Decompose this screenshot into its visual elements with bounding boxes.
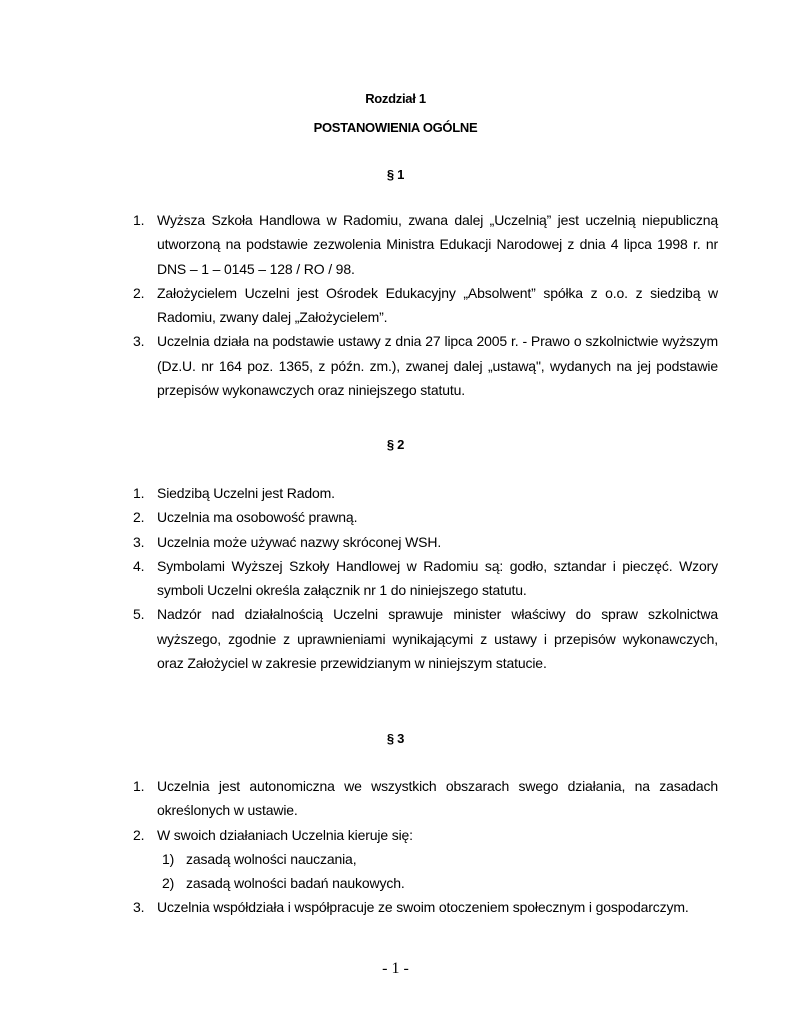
item-number: 4. (133, 557, 145, 574)
item-number: 2. (133, 284, 145, 301)
item-number: 3. (133, 533, 145, 550)
item-text: Wyższa Szkoła Handlowa w Radomiu, zwana dalej „Uczelnią” jest uczelnią niepubliczną utworzoną na podstawie zezwolenia Ministra Edukacji Narodowej z dnia 4 lipca 1998 r. nr DNS – 1 – 0145 – 128 / RO / 98. (157, 212, 718, 277)
list-item (133, 481, 718, 505)
item-text: Uczelnia współdziała i współpracuje ze swoim otoczeniem społecznym i gospodarczym. (157, 899, 689, 916)
list-item (133, 505, 718, 529)
list-item (133, 774, 718, 823)
item-text: Założycielem Uczelni jest Ośrodek Edukacyjny „Absolwent” spółka z o.o. z siedzibą w Radomiu, zwany dalej „Założycielem”. (157, 284, 718, 326)
item-text: Siedzibą Uczelni jest Radom. (157, 485, 335, 501)
item-text: Uczelnia działa na podstawie ustawy z dnia 27 lipca 2005 r. - Prawo o szkolnictwie wyższym (Dz.U. nr 164 poz. 1365, z późn. zm.), zwanej dalej „ustawą", wydanych na jej podstawie przepisów wykonawczych oraz niniejszego statutu. (157, 333, 718, 399)
sub-list-item (157, 847, 718, 871)
item-number: 1. (133, 212, 145, 228)
item-number: 2. (133, 509, 145, 526)
sub-item-number: 2) (162, 875, 175, 892)
list-item (133, 329, 718, 402)
item-number: 1. (133, 485, 145, 501)
item-number: 5. (133, 606, 145, 623)
section-heading-3: § 3 (386, 731, 405, 746)
list-item (133, 895, 718, 919)
sub-list-item (157, 871, 718, 895)
section-heading-2: § 2 (386, 437, 405, 452)
item-text: Uczelnia jest autonomiczna we wszystkich obszarach swego działania, na zasadach określonych w ustawie. (157, 778, 718, 819)
item-text: W swoich działaniach Uczelnia kieruje się: (157, 826, 413, 843)
page-number: - 1 - (382, 960, 409, 977)
item-text: Nadzór nad działalnością Uczelni sprawuje minister właściwy do spraw szkolnictwa wyższego, zgodnie z uprawnieniami wynikającymi z ustawy i przepisów wykonawczych, oraz Założyciel w zakresie przewidzianym w niniejszym statucie. (157, 606, 718, 672)
section-heading-1: § 1 (386, 167, 405, 182)
list-item (133, 281, 718, 330)
item-text: Symbolami Wyższej Szkoły Handlowej w Radomiu są: godło, sztandar i pieczęć. Wzory symboli Uczelni określa załącznik nr 1 do niniejszego statutu. (157, 557, 718, 599)
item-text: Uczelnia ma osobowość prawną. (157, 509, 358, 526)
list-item (133, 602, 718, 675)
item-number: 3. (133, 899, 145, 916)
list-item (133, 208, 718, 281)
list-item (133, 530, 718, 554)
item-number: 2. (133, 826, 145, 843)
sub-item-text: zasadą wolności badań naukowych. (186, 875, 405, 892)
section-2-list (133, 481, 718, 675)
sub-item-number: 1) (162, 850, 175, 867)
section-3-list (133, 774, 718, 920)
list-item (133, 554, 718, 603)
sub-item-text: zasadą wolności nauczania, (186, 850, 357, 867)
item-number: 1. (133, 778, 145, 794)
chapter-label: Rozdział 1 (365, 91, 426, 106)
item-number: 3. (133, 333, 145, 350)
section-1-list (133, 208, 718, 402)
sub-list (157, 847, 718, 896)
item-text: Uczelnia może używać nazwy skróconej WSH. (157, 533, 442, 550)
chapter-title: POSTANOWIENIA OGÓLNE (313, 120, 478, 135)
list-item (133, 823, 718, 896)
